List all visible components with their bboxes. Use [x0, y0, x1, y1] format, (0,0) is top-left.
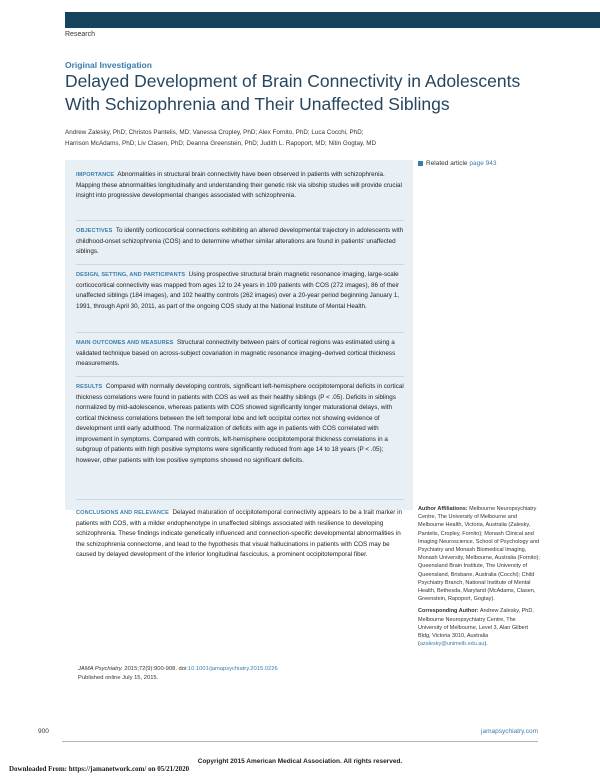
author-affiliations [418, 505, 540, 648]
abstract-outcomes [76, 338, 406, 370]
related-label: Related article [426, 160, 468, 167]
site-link[interactable]: jamapsychiatry.com [481, 728, 538, 735]
article-category: Original Investigation [65, 60, 152, 70]
abstract-heading: CONCLUSIONS AND RELEVANCE [76, 510, 169, 516]
affiliations-label: Author Affiliations: [418, 506, 468, 512]
abstract-divider [76, 499, 404, 500]
abstract-conclusions [76, 508, 406, 561]
abstract-text: Delayed maturation of occipitotemporal connectivity appears to be a trait marker in patients with COS, with a milder endophenotype in unaffected siblings associated with resilience to developing schizophrenia. These findings indicate genetically influenced and connection-specific developmental abnormalities in the schizophrenia connectome, and lead to the hypothesis that visual hallucinations in patients with COS may be caused by delayed development of the inferior longitudinal fasciculus, a prominent occipitotemporal fiber. [76, 509, 403, 558]
related-square-icon [418, 161, 423, 166]
author-line: Harrison McAdams, PhD; Liv Clasen, PhD; Deanna Greenstein, PhD; Judith L. Rapoport, MD; Nitin Gogtay, MD [65, 139, 377, 147]
doi-link[interactable]: 10.1001/jamapsychiatry.2015.0226 [187, 666, 278, 672]
abstract-objectives [76, 226, 406, 258]
abstract-heading: IMPORTANCE [76, 172, 115, 178]
page-number: 900 [38, 728, 49, 735]
abstract-heading: DESIGN, SETTING, AND PARTICIPANTS [76, 272, 186, 278]
journal-header-bar [65, 12, 600, 28]
citation-line [78, 665, 408, 674]
abstract-heading: MAIN OUTCOMES AND MEASURES [76, 340, 174, 346]
published-date: Published online July 15, 2015. [78, 674, 159, 681]
section-label: Research [65, 31, 95, 38]
copyright-notice: Copyright 2015 American Medical Association. All rights reserved. [197, 758, 403, 765]
journal-name: JAMA Psychiatry. [78, 666, 123, 672]
abstract-divider [76, 332, 404, 333]
abstract-text: Compared with normally developing controls, significant left-hemisphere occipitotemporal deficits in cortical thickness correlations were found in patients with COS as well as their healthy siblings (P < .05). Deficits in siblings normalized by mid-adolescence, whereas patients with COS showed significantly longer maturational delays, with cortical thickness correlations between the left temporal lobe and left occipital cortex not showing evidence of development until early adulthood. The normalization of deficits with age in patients with COS correlated with improvement in symptoms. Compared with controls, left-hemisphere occipitotemporal thickness correlations in a subgroup of patients with high positive symptoms were significantly reduced from age 14 to 18 years (P < .05); however, other patients with low positive symptoms showed no significant deficits. [76, 383, 404, 464]
abstract-heading: RESULTS [76, 384, 103, 390]
abstract-text: To identify corticocortical connections exhibiting an altered developmental trajectory in adolescents with childhood-onset schizophrenia (COS) and to determine whether similar alterations are found in patients' unaffected siblings. [76, 227, 404, 255]
corresponding-end: ). [484, 641, 488, 648]
corresponding-label: Corresponding Author: [418, 608, 479, 615]
download-stamp: Downloaded From: https://jamanetwork.com/ on 05/21/2020 [9, 765, 190, 773]
author-list [65, 128, 425, 149]
related-page-link[interactable]: page 943 [469, 160, 497, 167]
footer-divider [62, 741, 538, 742]
affiliations-text: Melbourne Neuropsychiatry Centre, The University of Melbourne and Melbourne Health, Victoria, Australia (Zalesky, Pantelis, Cropley, Fornito); Monash Clinical and Imaging Neuroscience, School of Psychology and Psychiatry and Monash Biomedical Imaging, Monash University, Melbourne, Australia (Fornito); Queensland Brain Institute, The University of Queensland, Brisbane, Australia (Cocchi); Child Psychiatry Branch, National Institute of Mental Health, Bethesda, Maryland (McAdams, Clasen, Greenstein, Rapoport, Gogtay). [418, 506, 540, 603]
abstract-importance [76, 170, 406, 202]
citation-block [78, 665, 408, 682]
article-title: Delayed Development of Brain Connectivity in Adolescents With Schizophrenia and Their Unaffected Siblings [65, 71, 521, 114]
citation-ref: 2015;72(9):900-908. doi: [122, 666, 188, 672]
abstract-divider [76, 264, 404, 265]
corresponding-text: Andrew Zalesky, PhD, Melbourne Neuropsychiatry Centre, The University of Melbourne, Level 3, Alan Gilbert Bldg, Victoria 3010, Australia ( [418, 608, 534, 648]
author-line: Andrew Zalesky, PhD; Christos Pantelis, MD; Vanessa Cropley, PhD; Alex Fornito, PhD; Luca Cocchi, PhD; [65, 129, 364, 136]
abstract-heading: OBJECTIVES [76, 228, 113, 234]
abstract-text: Using prospective structural brain magnetic resonance imaging, large-scale corticocortical connectivity was mapped from ages 12 to 24 years in 109 patients with COS (272 images), 86 of their unaffected siblings (184 images), and 102 healthy controls (262 images) over a 20-year period beginning January 1, 1991, through April 30, 2011, as part of the ongoing COS study at the National Institute of Mental Health. [76, 271, 400, 310]
abstract-text: Abnormalities in structural brain connectivity have been observed in patients with schizophrenia. Mapping these abnormalities longitudinally and understanding their genetic risk via sibship studies will provide crucial insight into progressive developmental changes associated with schizophrenia. [76, 171, 402, 199]
abstract-divider [76, 220, 404, 221]
abstract-divider [76, 376, 404, 377]
abstract-text: Structural connectivity between pairs of cortical regions was estimated using a validated technique based on across-subject covariation in magnetic resonance imaging–derived cortical thickness measurements. [76, 339, 396, 367]
email-link[interactable]: azalesky@unimelb.edu.au [419, 641, 485, 648]
related-article-link[interactable] [418, 160, 497, 167]
abstract-results [76, 382, 406, 466]
abstract-box [65, 160, 413, 510]
abstract-design [76, 270, 406, 312]
